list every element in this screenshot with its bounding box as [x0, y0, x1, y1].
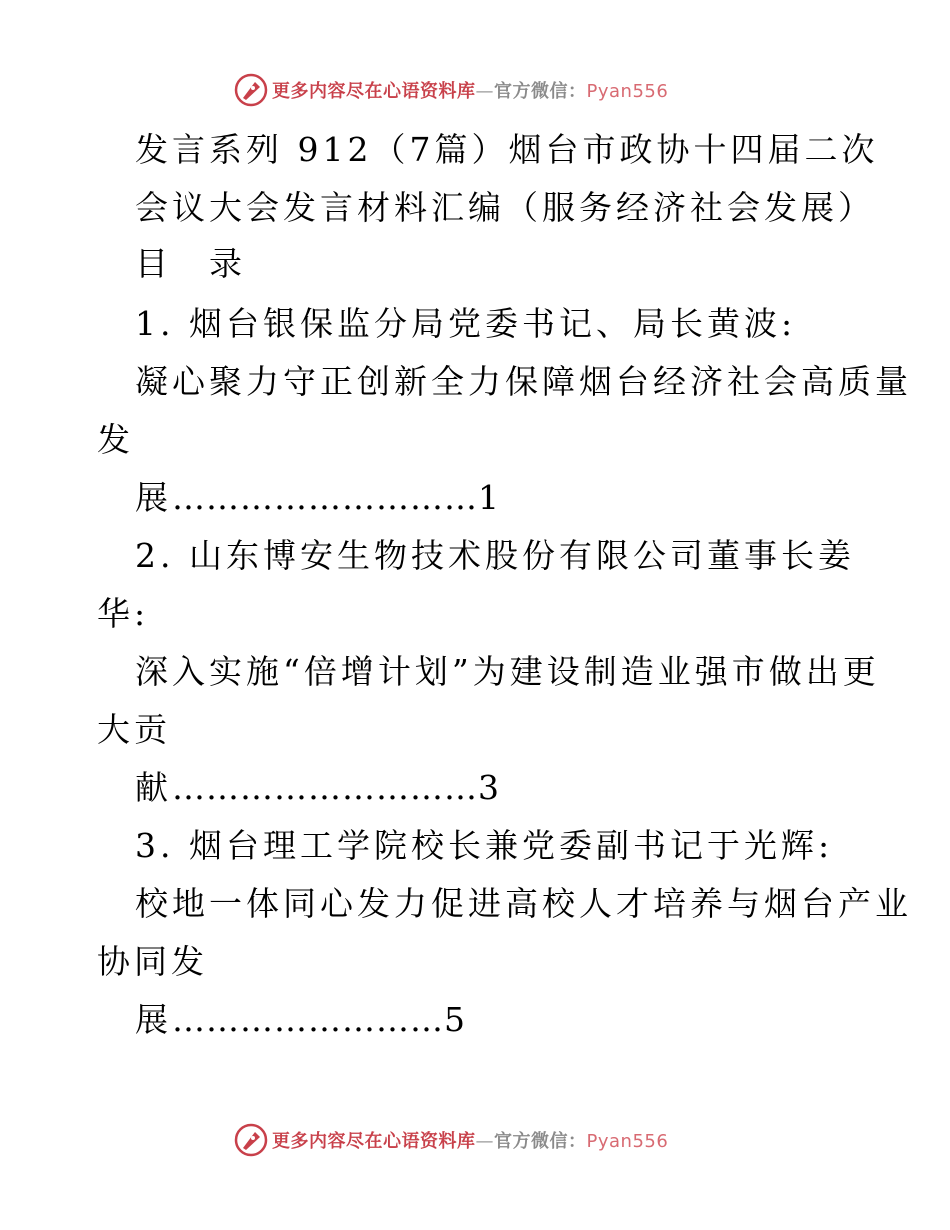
toc-entry-1-title-line-3: 展	[135, 478, 172, 517]
document-title-line-1: 发言系列 912（7篇）烟台市政协十四届二次	[135, 130, 879, 169]
toc-entry-3-title-line-3: 展	[135, 1000, 172, 1039]
watermark-text	[272, 77, 668, 103]
watermark-brand: 更多内容尽在心语资料库	[272, 81, 476, 102]
watermark-dash: —	[475, 1131, 494, 1152]
toc-entry-1-page: 1	[478, 478, 503, 517]
document-title-line-2: 会议大会发言材料汇编（服务经济社会发展）	[135, 188, 875, 227]
toc-entry-2-page-line	[135, 768, 503, 808]
watermark-dash: —	[475, 81, 494, 102]
toc-entry-1-title-line-2: 发	[97, 420, 134, 459]
toc-entry-1-leader: ………………………	[172, 478, 478, 517]
toc-entry-3-speaker: 3. 烟台理工学院校长兼党委副书记于光辉:	[135, 826, 834, 865]
watermark-label: 官方微信：	[494, 1131, 587, 1152]
watermark-label: 官方微信：	[494, 81, 587, 102]
watermark-brand: 更多内容尽在心语资料库	[272, 1131, 476, 1152]
watermark-id: Pyan556	[586, 81, 669, 102]
toc-entry-1-title-line-1: 凝心聚力守正创新全力保障烟台经济社会高质量	[135, 362, 912, 401]
toc-entry-2-title-line-3: 献	[135, 768, 172, 807]
toc-entry-3-leader: ……………………	[172, 1000, 444, 1039]
toc-entry-2-page: 3	[478, 768, 503, 807]
toc-entry-3-title-line-1: 校地一体同心发力促进高校人才培养与烟台产业	[135, 884, 912, 923]
toc-entry-2-title-line-2: 大贡	[97, 710, 171, 749]
toc-entry-3-page: 5	[444, 1000, 469, 1039]
watermark-text	[272, 1127, 668, 1153]
toc-entry-2-speaker: 2. 山东博安生物技术股份有限公司董事长姜	[135, 536, 855, 575]
watermark-header	[234, 72, 668, 108]
pen-nib-logo-icon	[234, 73, 268, 107]
toc-heading: 目 录	[135, 244, 246, 283]
toc-entry-3-title-line-2: 协同发	[97, 942, 208, 981]
toc-entry-1-speaker: 1. 烟台银保监分局党委书记、局长黄波:	[135, 304, 797, 343]
pen-nib-logo-icon	[234, 1123, 268, 1157]
toc-entry-2-leader: ………………………	[172, 768, 478, 807]
toc-entry-1-page-line	[135, 478, 503, 518]
watermark-footer	[234, 1122, 668, 1158]
watermark-id: Pyan556	[586, 1131, 669, 1152]
toc-entry-2-speaker-cont: 华:	[97, 594, 150, 633]
toc-entry-3-page-line	[135, 1000, 469, 1040]
toc-entry-2-title-line-1: 深入实施“倍增计划”为建设制造业强市做出更	[135, 652, 880, 691]
